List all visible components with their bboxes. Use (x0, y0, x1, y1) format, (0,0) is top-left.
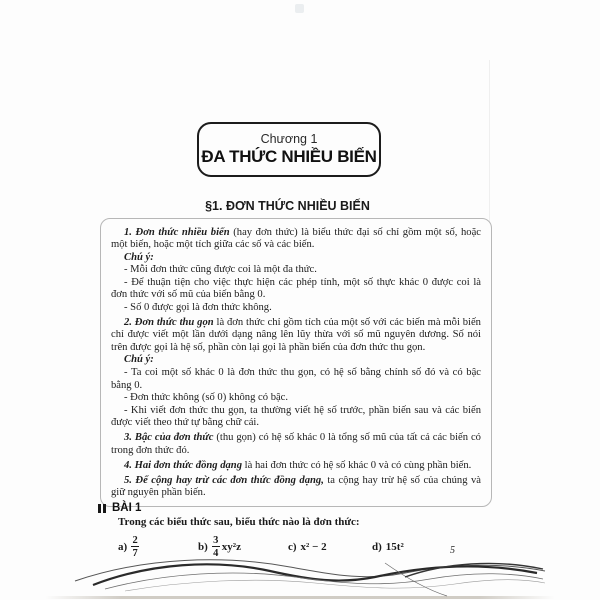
theory-paragraph (111, 264, 481, 277)
theory-paragraph (111, 227, 481, 252)
paragraph-lead: 1. Đơn thức nhiều biến (124, 226, 230, 238)
theory-paragraph (111, 475, 481, 500)
theory-paragraph (111, 277, 481, 302)
paragraph-text: là hai đơn thức có hệ số khác 0 và có cùng phần biến. (242, 459, 472, 471)
fraction-numerator: 3 (213, 535, 219, 547)
theory-box (100, 218, 492, 507)
paragraph-lead: 3. Bậc của đơn thức (124, 432, 214, 444)
option-label: d) (372, 541, 382, 553)
theory-paragraph (111, 432, 481, 457)
paragraph-text: - Khi viết đơn thức thu gọn, ta thường viết hệ số trước, phần biến sau và các biến được viết theo thứ tự bằng chữ cái. (111, 404, 481, 429)
option-label: a) (118, 541, 128, 553)
theory-paragraph (111, 392, 481, 405)
exercise-title: BÀI 1 (112, 502, 142, 514)
paragraph-lead: 4. Hai đơn thức đồng dạng (124, 459, 242, 471)
page-curl-graphic (55, 551, 550, 597)
photo-smudge (295, 4, 304, 13)
paragraph-lead: Chú ý: (124, 354, 154, 366)
fraction-denominator: 4 (213, 547, 219, 559)
chapter-title-box (197, 122, 381, 177)
theory-paragraph (111, 460, 481, 473)
paragraph-text: - Đơn thức không (số 0) không có bậc. (124, 392, 289, 404)
fraction-denominator: 7 (132, 547, 138, 559)
option-label: b) (198, 541, 208, 553)
theory-paragraph (111, 354, 481, 367)
section-title: §1. ĐƠN THỨC NHIỀU BIẾN (205, 199, 370, 213)
theory-paragraph (111, 367, 481, 392)
option-label: c) (288, 541, 297, 553)
double-bars-icon (98, 504, 106, 513)
page-number: 5 (450, 545, 455, 556)
option-expression: 15t² (385, 541, 404, 553)
paragraph-lead: 2. Đơn thức thu gọn (124, 316, 214, 328)
paragraph-text: là đơn thức chỉ gồm tích của một số với các biến mà mỗi biến chỉ được viết một lần dưới dạng nâng lên lũy thừa với số mũ nguyên dương. Số nói trên được gọi là hệ số, phần còn lại gọi là phần biến của đơn thức thu gọn. (111, 316, 481, 353)
paragraph-text: - Ta coi một số khác 0 là đơn thức thu gọn, có hệ số bằng chính số đó và có bậc bằng 0. (111, 367, 481, 391)
theory-paragraph (111, 317, 481, 355)
paragraph-text: (thu gọn) có hệ số khác 0 là tổng số mũ của tất cả các biến có trong đơn thức đó. (111, 432, 481, 456)
paragraph-text: (hay đơn thức) là biểu thức đại số chỉ gồm một số, hoặc một biến, hoặc một tích giữa các số và các biến. (111, 226, 481, 251)
fraction-numerator: 2 (132, 535, 138, 547)
paragraph-text: - Để thuận tiện cho việc thực hiện các phép tính, một số thực khác 0 được coi là đơn thức với số mũ của biến bằng 0. (111, 276, 481, 301)
paragraph-text: ta cộng hay trừ hệ số của chúng và giữ nguyên phần biến. (111, 474, 482, 499)
paragraph-text: - Số 0 được gọi là đơn thức không. (124, 301, 272, 313)
theory-paragraph (111, 405, 481, 430)
theory-paragraph (111, 302, 481, 315)
paragraph-lead: 5. Để cộng hay trừ các đơn thức đồng dạng, (124, 474, 324, 486)
chapter-label: Chương 1 (260, 132, 318, 146)
book-bottom-edge (45, 596, 555, 599)
exercise-header (98, 502, 498, 514)
chapter-title: ĐA THỨC NHIỀU BIẾN (201, 147, 377, 166)
paragraph-lead: Chú ý: (124, 251, 154, 263)
option-expression: xy²z (221, 541, 241, 553)
paragraph-text: - Mỗi đơn thức cũng được coi là một đa thức. (124, 264, 317, 276)
option-expression: x² − 2 (300, 541, 327, 553)
exercise-prompt: Trong các biểu thức sau, biểu thức nào là đơn thức: (118, 516, 360, 528)
theory-paragraph (111, 252, 481, 265)
